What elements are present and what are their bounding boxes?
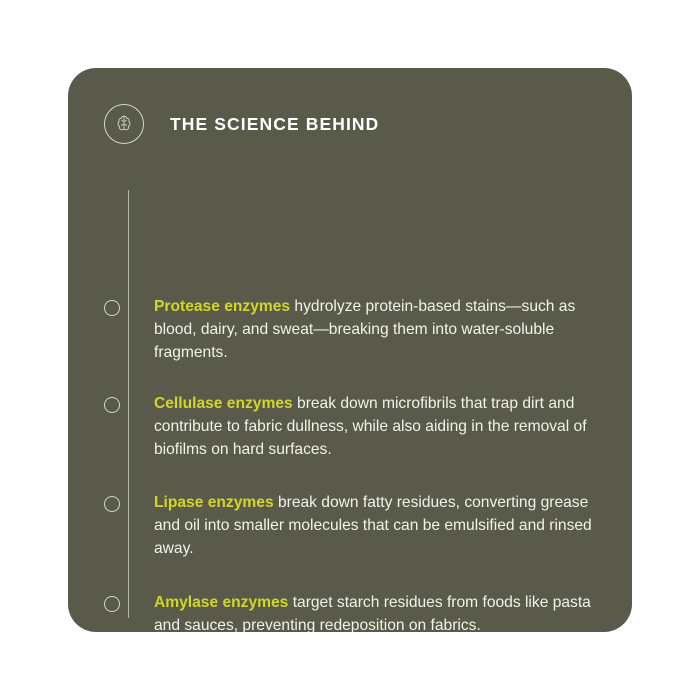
list-item <box>104 393 598 462</box>
enzyme-term: Protease enzymes <box>154 298 291 315</box>
list-item-text <box>154 296 594 365</box>
list-item-text <box>154 592 594 632</box>
list-item-text <box>154 492 594 561</box>
science-behind-card <box>68 68 632 632</box>
list-item <box>104 592 598 632</box>
card-header <box>104 104 379 144</box>
list-item <box>104 296 598 365</box>
brain-icon <box>104 104 144 144</box>
enzyme-term: Lipase enzymes <box>154 494 274 511</box>
list-item <box>104 492 598 561</box>
enzyme-description: hydrolyze protein-based stains—such as blood, dairy, and sweat—breaking them into water-soluble fragments. <box>154 298 576 361</box>
timeline-node-icon <box>104 397 120 413</box>
enzyme-term: Cellulase enzymes <box>154 395 293 412</box>
enzyme-description: target starch residues from foods like pasta and sauces, preventing redeposition on fabrics. <box>154 594 591 632</box>
page-title: THE SCIENCE BEHIND <box>170 113 380 134</box>
timeline-node-icon <box>104 596 120 612</box>
enzyme-term: Amylase enzymes <box>154 594 289 611</box>
list-item-text <box>154 393 594 462</box>
timeline-node-icon <box>104 496 120 512</box>
timeline-node-icon <box>104 300 120 316</box>
enzyme-description: break down fatty residues, converting grease and oil into smaller molecules that can be emulsified and rinsed away. <box>154 494 592 557</box>
enzyme-description: break down microfibrils that trap dirt and contribute to fabric dullness, while also aiding in the removal of biofilms on hard surfaces. <box>154 395 587 458</box>
